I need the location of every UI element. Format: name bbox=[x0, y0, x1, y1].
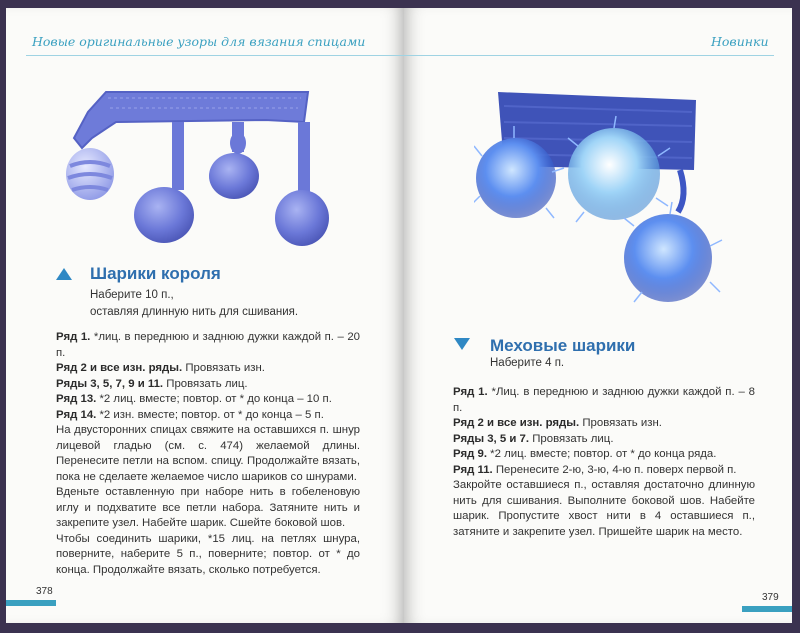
row-instruction: Ряд 11. Перенесите 2-ю, 3-ю, 4-ю п. поверх первой п. bbox=[453, 463, 737, 476]
intro-line-1: Наберите 4 п. bbox=[490, 357, 565, 369]
left-running-header: Новые оригинальные узоры для вязания спицами bbox=[32, 34, 366, 49]
row-instruction: Ряды 3, 5, 7, 9 и 11. Провязать лиц. bbox=[56, 377, 248, 390]
up-triangle-icon bbox=[56, 268, 72, 280]
right-header-rule bbox=[404, 55, 774, 56]
fur-balls-photo bbox=[474, 86, 754, 311]
row-instruction: Ряд 2 и все изн. ряды. Провязать изн. bbox=[56, 362, 265, 374]
row-instruction: Ряд 1. *лиц. в переднюю и заднюю дужки каждой п. – 20 п. bbox=[56, 331, 360, 359]
left-footer-bar bbox=[6, 600, 56, 606]
intro-line-2: оставляя длинную нить для сшивания. bbox=[90, 306, 299, 318]
down-triangle-icon bbox=[454, 338, 470, 350]
right-page bbox=[404, 8, 792, 623]
row-instruction: Ряд 1. *Лиц. в переднюю и заднюю дужки каждой п. – 8 п. bbox=[453, 386, 755, 414]
left-page bbox=[6, 8, 404, 623]
page-number-right: 379 bbox=[762, 592, 779, 603]
row-instruction: Ряды 3, 5 и 7. Провязать лиц. bbox=[453, 432, 614, 445]
row-instruction: Ряд 14. *2 изн. вместе; повтор. от * до конца – 5 п. bbox=[56, 408, 324, 421]
knitted-balls-photo bbox=[46, 78, 336, 253]
left-instructions bbox=[56, 330, 360, 578]
row-instruction: Ряд 2 и все изн. ряды. Провязать изн. bbox=[453, 417, 662, 429]
body-paragraph: Чтобы соединить шарики, *15 лиц. на петлях шнура, поверните, наберите 5 п., поверните; повтор. от * до конца. Продолжайте вязать, сколько потребуется. bbox=[56, 532, 360, 576]
body-paragraph: Вденьте оставленную при наборе нить в гобеленовую иглу и подхватите все петли набора. Затяните нить и закрепите узел. Набейте шарик. Сшейте боковой шов. bbox=[56, 486, 360, 529]
body-paragraph: На двусторонних спицах свяжите на оставшихся п. шнур лицевой гладью (см. с. 474) желаемой длины. Перенесите петли на вспом. спицу. Продолжайте вязать, пока не сделаете желаемое число шариков со шнурами. bbox=[56, 424, 360, 483]
body-paragraph: Закройте оставшиеся п., оставляя достаточно длинную нить для сшивания. Выполните боковой шов. Набейте шарик. Пропустите хвост нити в 4 оставшиеся п., затяните и закрепите узел. Пришейте шарик на место. bbox=[453, 479, 755, 538]
right-running-header: Новинки bbox=[711, 34, 769, 49]
page-number-left: 378 bbox=[36, 586, 53, 597]
section-title-korol: Шарики короля bbox=[90, 264, 221, 283]
left-header-rule bbox=[26, 55, 404, 56]
row-instruction: Ряд 13. *2 лиц. вместе; повтор. от * до конца – 10 п. bbox=[56, 393, 332, 405]
row-instruction: Ряд 9. *2 лиц. вместе; повтор. от * до конца ряда. bbox=[453, 448, 717, 460]
intro-line-1: Наберите 10 п., bbox=[90, 289, 174, 301]
section-title-fur: Меховые шарики bbox=[490, 336, 636, 355]
right-footer-bar bbox=[742, 606, 792, 612]
right-instructions bbox=[453, 385, 755, 540]
